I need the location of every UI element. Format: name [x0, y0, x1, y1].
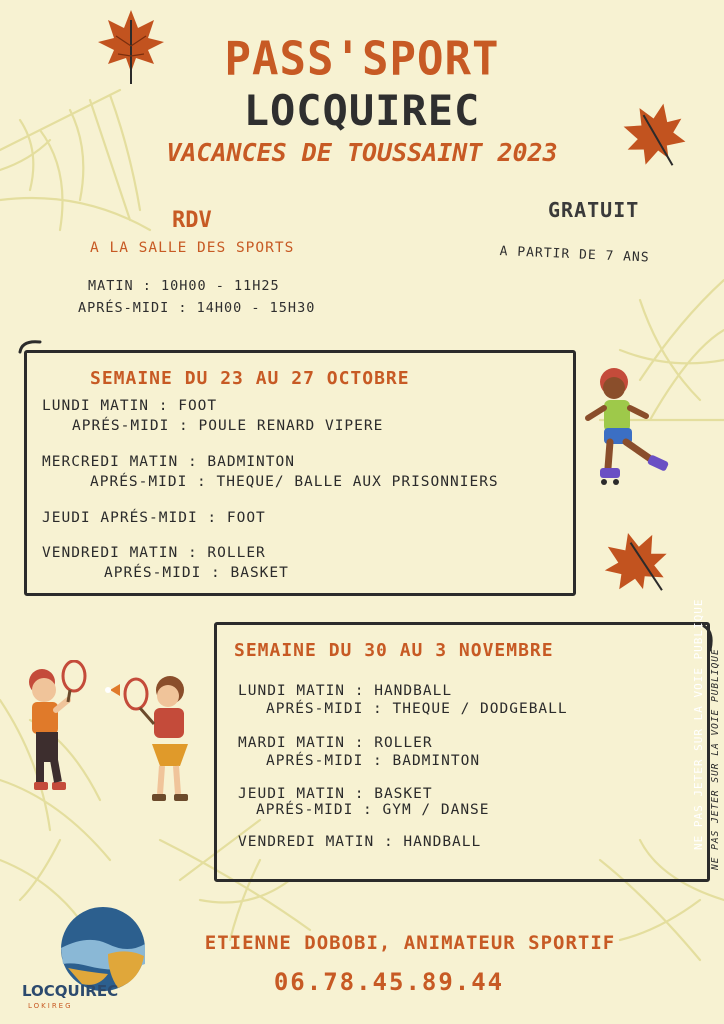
vertical-notice-text: NE PAS JETER SUR LA VOIE PUBLIQUE — [692, 598, 705, 850]
poster-subtitle: LOCQUIREC — [243, 86, 481, 135]
week-1-line: APRÉS-MIDI : POULE RENARD VIPERE — [72, 418, 384, 434]
brush-mark-icon — [16, 336, 46, 356]
morning-hours: MATIN : 10H00 - 11H25 — [88, 278, 280, 294]
logo-sub: LOKIREG — [28, 1002, 73, 1010]
week-1-line: JEUDI APRÉS-MIDI : FOOT — [42, 510, 266, 526]
week-2-line: APRÉS-MIDI : BADMINTON — [266, 753, 481, 769]
contact-name: ETIENNE DOBOBI, ANIMATEUR SPORTIF — [204, 932, 616, 954]
price-label: GRATUIT — [548, 198, 640, 222]
age-label: A PARTIR DE 7 ANS — [499, 244, 650, 266]
week-2-line: VENDREDI MATIN : HANDBALL — [238, 834, 482, 850]
week-1-title: SEMAINE DU 23 AU 27 OCTOBRE — [90, 368, 410, 389]
week-2-line: MARDI MATIN : ROLLER — [238, 735, 433, 751]
rdv-place: A LA SALLE DES SPORTS — [90, 240, 295, 256]
week-2-line: JEUDI MATIN : BASKET — [238, 786, 433, 802]
week-1-line: APRÉS-MIDI : BASKET — [104, 565, 289, 581]
rdv-label: RDV — [172, 208, 212, 233]
vertical-notice-text: NE PAS JETER SUR LA VOIE PUBLIQUE — [710, 648, 721, 870]
week-2-title: SEMAINE DU 30 AU 3 NOVEMBRE — [234, 640, 554, 661]
week-2-line: APRÉS-MIDI : GYM / DANSE — [256, 802, 490, 818]
poster-period: VACANCES DE TOUSSAINT 2023 — [166, 138, 558, 167]
week-2-line: LUNDI MATIN : HANDBALL — [238, 683, 453, 699]
phone-number[interactable]: 06.78.45.89.44 — [273, 968, 505, 996]
week-1-line: MERCREDI MATIN : BADMINTON — [42, 454, 295, 470]
badminton-kids-illustration — [20, 660, 200, 810]
autumn-leaf-icon — [600, 528, 672, 598]
week-1-line: LUNDI MATIN : FOOT — [42, 398, 218, 414]
week-1-line: VENDREDI MATIN : ROLLER — [42, 545, 266, 561]
week-2-line: APRÉS-MIDI : THEQUE / DODGEBALL — [266, 701, 568, 717]
afternoon-hours: APRÉS-MIDI : 14H00 - 15H30 — [78, 300, 316, 316]
logo-name: LOCQUIREC — [22, 982, 119, 1000]
week-1-line: APRÉS-MIDI : THEQUE/ BALLE AUX PRISONNIERS — [90, 474, 499, 490]
poster-title: PASS'SPORT — [224, 32, 500, 87]
roller-kid-illustration — [580, 364, 680, 494]
